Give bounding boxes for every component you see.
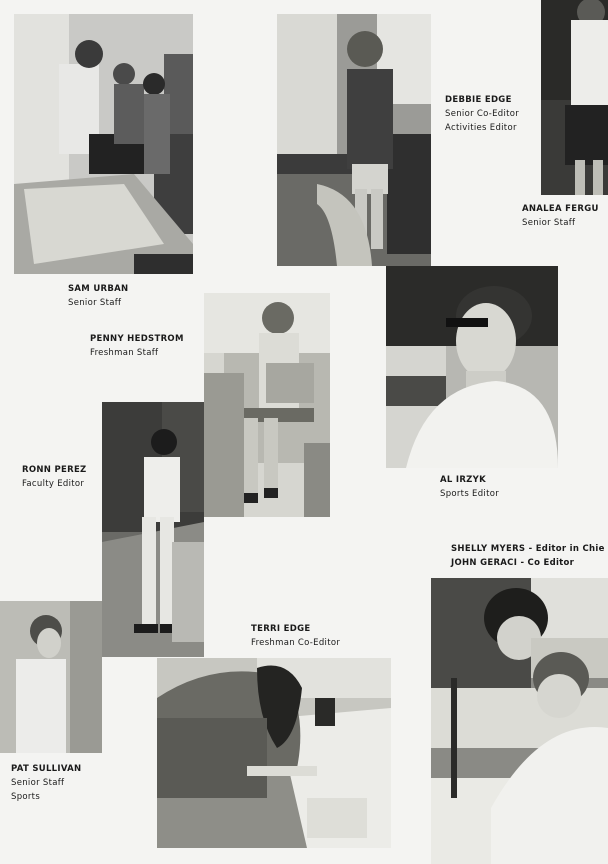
- name-ronn-perez: RONN PEREZ: [22, 465, 87, 475]
- caption-ronn-perez: [22, 463, 87, 491]
- photo-penny-hedstrom: [204, 293, 330, 517]
- role-terri-edge: Freshman Co-Editor: [251, 638, 341, 648]
- caption-debbie-edge: [445, 93, 519, 135]
- photo-terri-edge: [157, 658, 391, 848]
- role-al-irzyk: Sports Editor: [440, 489, 500, 499]
- caption-pat-sullivan: [11, 762, 81, 804]
- photo-pat-sullivan: [0, 601, 102, 753]
- caption-penny-hedstrom: [90, 332, 184, 360]
- caption-al-irzyk: [440, 473, 499, 501]
- photo-al-irzyk: [386, 266, 558, 468]
- line-shelly-myers: SHELLY MYERS - Editor in Chie: [451, 544, 605, 554]
- name-terri-edge: TERRI EDGE: [251, 624, 311, 634]
- caption-sam-urban: [68, 282, 128, 310]
- role-penny-hedstrom: Freshman Staff: [90, 348, 159, 358]
- photo-sam-urban: [14, 14, 193, 274]
- role-ronn-perez: Faculty Editor: [22, 479, 85, 489]
- role-sam-urban: Senior Staff: [68, 298, 122, 308]
- photo-debbie-edge: [277, 14, 431, 266]
- name-pat-sullivan: PAT SULLIVAN: [11, 764, 82, 774]
- photo-analea-fergu: [541, 0, 608, 195]
- role-pat-sullivan-2: Sports: [11, 792, 41, 802]
- name-analea-fergu: ANALEA FERGU: [522, 204, 599, 214]
- photo-shelly-myers-john-geraci: [431, 578, 608, 864]
- role-debbie-edge-1: Senior Co-Editor: [445, 109, 520, 119]
- name-al-irzyk: AL IRZYK: [440, 475, 486, 485]
- caption-analea-fergu: [522, 202, 599, 230]
- photo-ronn-perez: [102, 402, 204, 657]
- name-debbie-edge: DEBBIE EDGE: [445, 95, 512, 105]
- role-analea-fergu: Senior Staff: [522, 218, 576, 228]
- name-sam-urban: SAM URBAN: [68, 284, 129, 294]
- name-penny-hedstrom: PENNY HEDSTROM: [90, 334, 184, 344]
- line-john-geraci: JOHN GERACI - Co Editor: [451, 558, 575, 568]
- caption-terri-edge: [251, 622, 340, 650]
- role-pat-sullivan-1: Senior Staff: [11, 778, 65, 788]
- role-debbie-edge-2: Activities Editor: [445, 123, 517, 133]
- caption-shelly-john: [451, 542, 605, 570]
